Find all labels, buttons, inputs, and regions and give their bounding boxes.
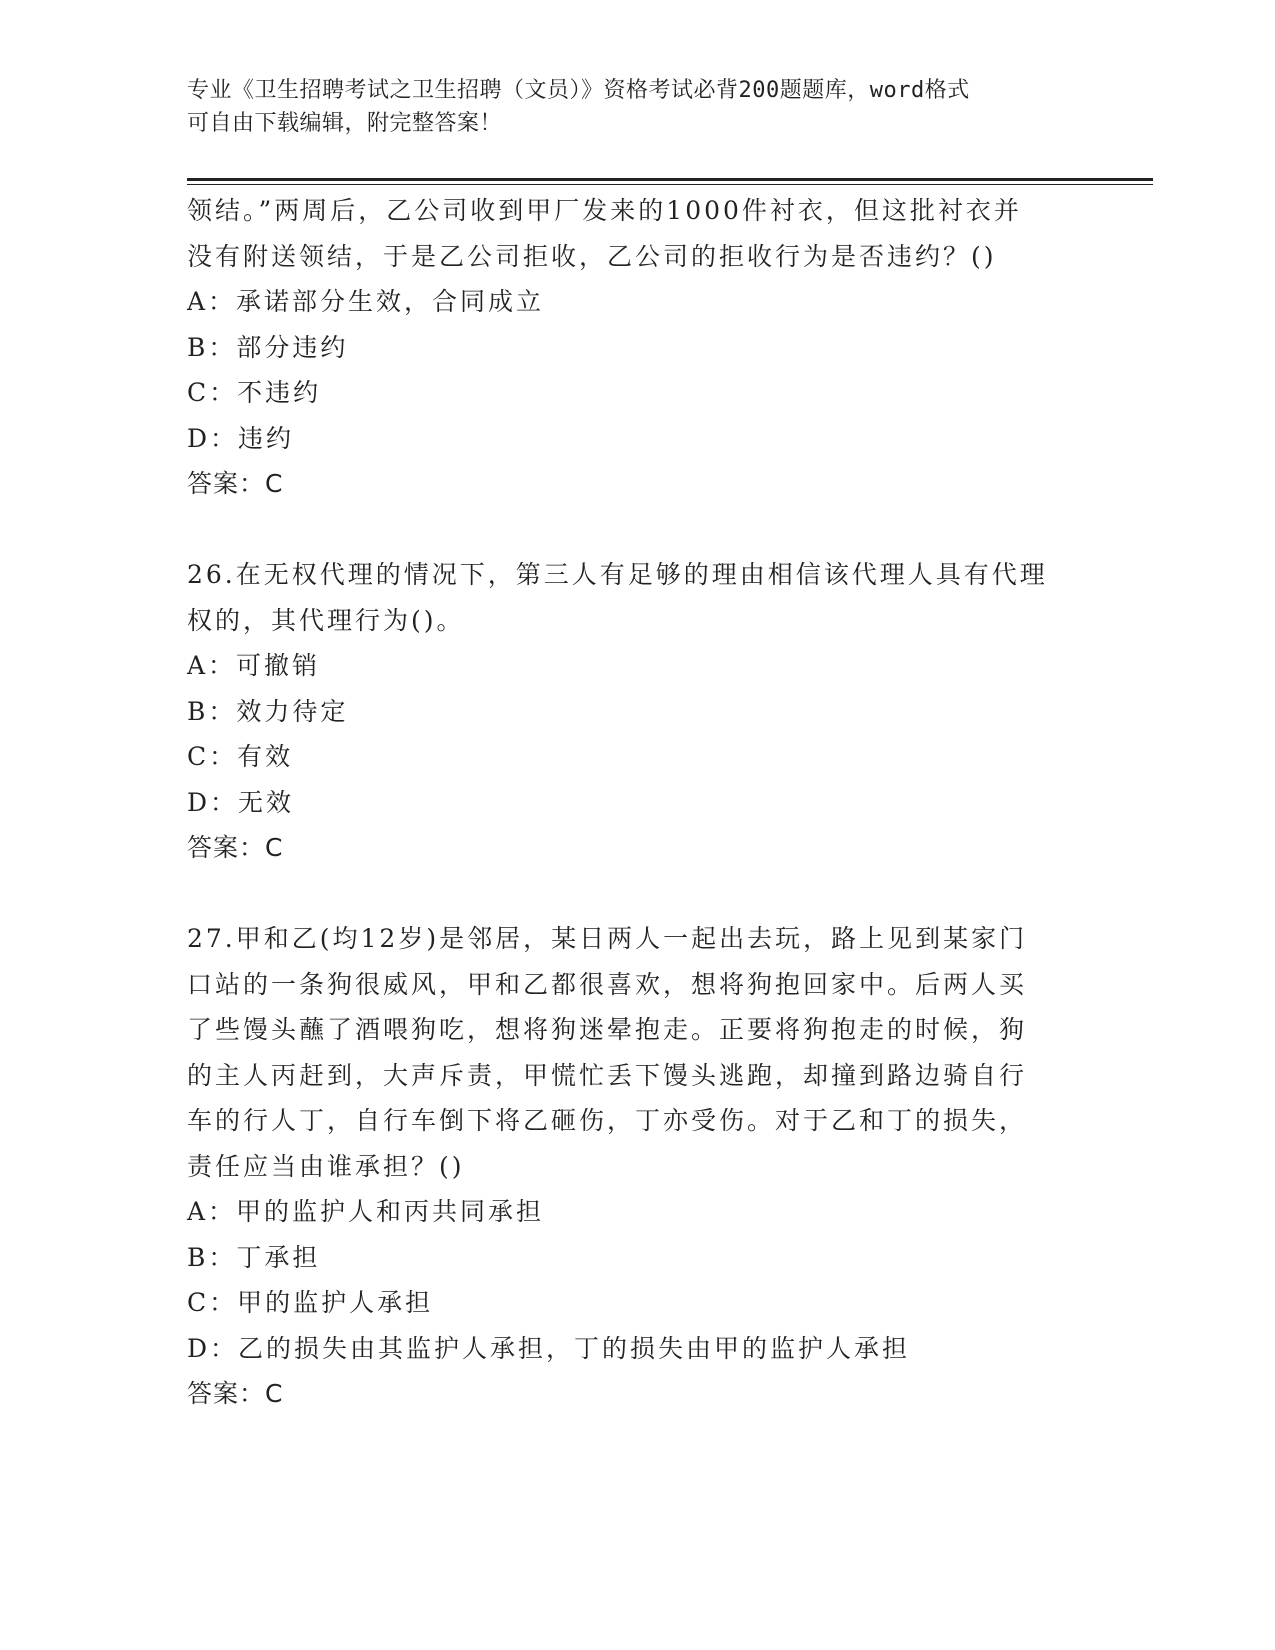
- option-b: B：丁承担: [187, 1242, 321, 1272]
- header-divider-thin: [187, 184, 1153, 185]
- question-text-line: 责任应当由谁承担？(): [187, 1151, 465, 1181]
- question-27: [187, 916, 1087, 1417]
- option-c: C：有效: [187, 742, 294, 771]
- option-b: B：部分违约: [187, 332, 349, 362]
- question-text-line: 27.甲和乙(均12岁)是邻居，某日两人一起出去玩，路上见到某家门: [187, 924, 1028, 953]
- question-text-line: 口站的一条狗很威风，甲和乙都很喜欢，想将狗抱回家中。后两人买: [187, 969, 1028, 999]
- question-spacer: [187, 871, 1087, 917]
- option-d: D：乙的损失由其监护人承担，丁的损失由甲的监护人承担: [187, 1333, 911, 1363]
- option-a: A：甲的监护人和丙共同承担: [187, 1197, 545, 1226]
- question-spacer: [187, 507, 1087, 553]
- option-b: B：效力待定: [187, 696, 349, 726]
- question-text-line: 26.在无权代理的情况下，第三人有足够的理由相信该代理人具有代理: [187, 560, 1048, 589]
- option-d: D：违约: [187, 423, 295, 453]
- question-text-line: 没有附送领结，于是乙公司拒收，乙公司的拒收行为是否违约？(): [187, 241, 997, 271]
- header-divider-thick: [187, 178, 1153, 181]
- question-text-line: 领结。”两周后，乙公司收到甲厂发来的1000件衬衣，但这批衬衣并: [187, 196, 1022, 225]
- answer-line: 答案：C: [187, 833, 284, 862]
- question-text-line: 权的，其代理行为()。: [187, 605, 465, 635]
- option-c: C：甲的监护人承担: [187, 1288, 434, 1317]
- answer-line: 答案：C: [187, 1379, 284, 1408]
- question-26: [187, 552, 1087, 871]
- option-a: A：承诺部分生效，合同成立: [187, 287, 545, 316]
- question-25: [187, 188, 1087, 507]
- question-text-line: 车的行人丁，自行车倒下将乙砸伤，丁亦受伤。对于乙和丁的损失，: [187, 1106, 1028, 1135]
- answer-line: 答案：C: [187, 469, 284, 498]
- question-list: [187, 188, 1087, 1417]
- question-text-line: 的主人丙赶到，大声斥责，甲慌忙丢下馒头逃跑，却撞到路边骑自行: [187, 1060, 1028, 1090]
- header-title-line-1: 专业《卫生招聘考试之卫生招聘（文员）》资格考试必背200题题库，word格式: [187, 78, 970, 103]
- option-c: C：不违约: [187, 378, 322, 407]
- document-header: [187, 74, 1067, 140]
- option-a: A：可撤销: [187, 651, 321, 680]
- option-d: D：无效: [187, 787, 295, 817]
- header-title-line-2: 可自由下载编辑，附完整答案！: [187, 111, 503, 136]
- question-text-line: 了些馒头蘸了酒喂狗吃，想将狗迷晕抱走。正要将狗抱走的时候，狗: [187, 1015, 1028, 1044]
